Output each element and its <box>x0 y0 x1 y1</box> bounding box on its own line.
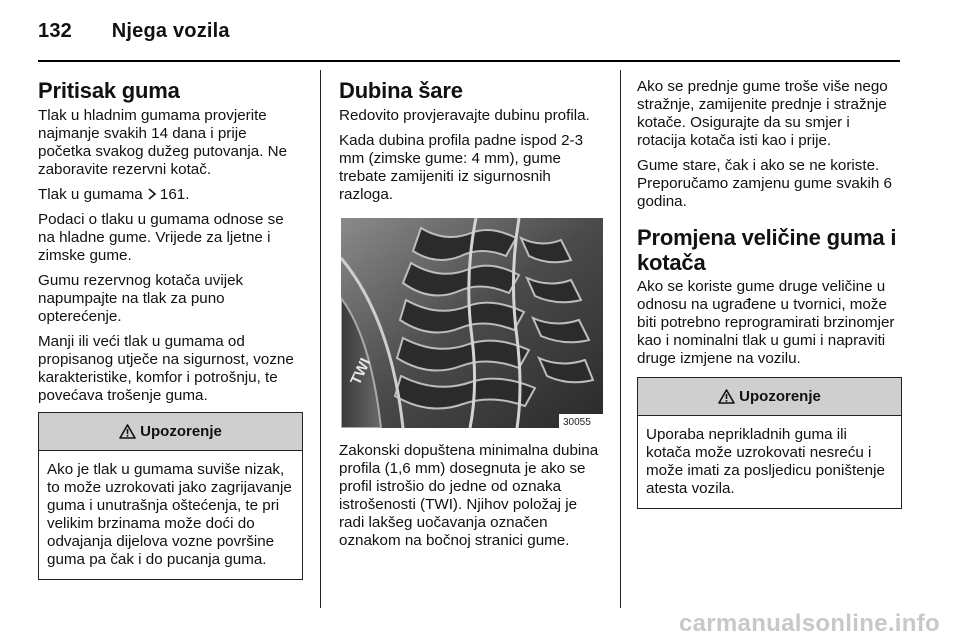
tire-tread-illustration <box>341 218 603 428</box>
warning-header <box>638 378 901 416</box>
warning-body: Ako je tlak u gumama suviše nizak, to može uzrokovati jako zagrijavanje guma i unutrašnja oštećenja, te pri velikim brzinama može doći do odvajanja dijelova vozne površine guma pa čak i do pucanja guma. <box>47 461 292 568</box>
heading-tyre-pressure: Pritisak guma <box>38 78 180 103</box>
twi-label: TWI <box>347 355 375 388</box>
warning-body: Uporaba neprikladnih guma ili kotača može uzrokovati nesreću i može imati za posljedicu poništenje atesta vozila. <box>646 426 885 497</box>
paragraph: Podaci o tlaku u gumama odnose se na hladne gume. Vrijede za ljetne i zimske gume. <box>38 211 284 264</box>
column-divider <box>620 70 621 608</box>
column-2 <box>339 78 604 557</box>
paragraph: Zakonski dopuštena minimalna dubina profila (1,6 mm) dosegnuta je ako se profil istrošio do jedne od oznaka istrošenosti (TWI). Njihov položaj je radi lakšeg uočavanja označen oznakom na bočnoj stranici gume. <box>339 442 599 549</box>
watermark: carmanualsonline.info <box>678 610 940 637</box>
page-ref-arrow-icon <box>147 188 157 200</box>
paragraph: Ako se koriste gume druge veličine u odnosu na ugrađene u tvornici, može biti potrebno reprogramirati brzinomjer kao i nominalni tlak u gumi i napraviti druge izmjene na vozilu. <box>637 278 895 367</box>
warning-header <box>39 413 302 451</box>
column-3 <box>637 78 902 509</box>
paragraph: Ako se prednje gume troše više nego stražnje, zamijenite prednje i stražnje kotače. Osigurajte da su smjer i rotacija kotača isti kao i prije. <box>637 78 888 149</box>
paragraph: Redovito provjeravajte dubinu profila. <box>339 107 590 124</box>
warning-box <box>637 377 902 509</box>
paragraph: Gume stare, čak i ako se ne koriste. Preporučamo zamjenu gume svakih 6 godina. <box>637 157 892 210</box>
warning-title: Upozorenje <box>739 387 821 405</box>
page-number: 132 <box>38 20 72 42</box>
header-rule <box>38 60 900 62</box>
paragraph: Manji ili veći tlak u gumama od propisanog utječe na sigurnost, vozne karakteristike, komfor i potrošnju, te povećava trošenje guma. <box>38 333 294 404</box>
reference-text: Tlak u gumama <box>38 186 147 203</box>
heading-tread-depth: Dubina šare <box>339 78 463 103</box>
image-code: 30055 <box>563 417 591 428</box>
reference-page-link[interactable]: 161. <box>159 186 190 203</box>
warning-triangle-icon <box>119 424 136 439</box>
heading-size-change: Promjena veličine guma i kotača <box>637 225 897 275</box>
warning-box <box>38 412 303 580</box>
paragraph: Tlak u hladnim gumama provjerite najmanje svakih 14 dana i prije početka svakog dužeg putovanja. Ne zaboravite rezervni kotač. <box>38 107 288 178</box>
page-header <box>38 20 230 43</box>
warning-triangle-icon <box>718 389 735 404</box>
paragraph: Gumu rezervnog kotača uvijek napumpajte na tlak za puno opterećenje. <box>38 272 244 325</box>
paragraph: Kada dubina profila padne ispod 2-3 mm (zimske gume: 4 mm), gume trebate zamijeniti iz sigurnosnih razloga. <box>339 132 584 203</box>
warning-title: Upozorenje <box>140 422 222 440</box>
column-divider <box>320 70 321 608</box>
column-1 <box>38 78 303 580</box>
paragraph-reference <box>38 186 303 204</box>
section-title: Njega vozila <box>111 20 230 42</box>
